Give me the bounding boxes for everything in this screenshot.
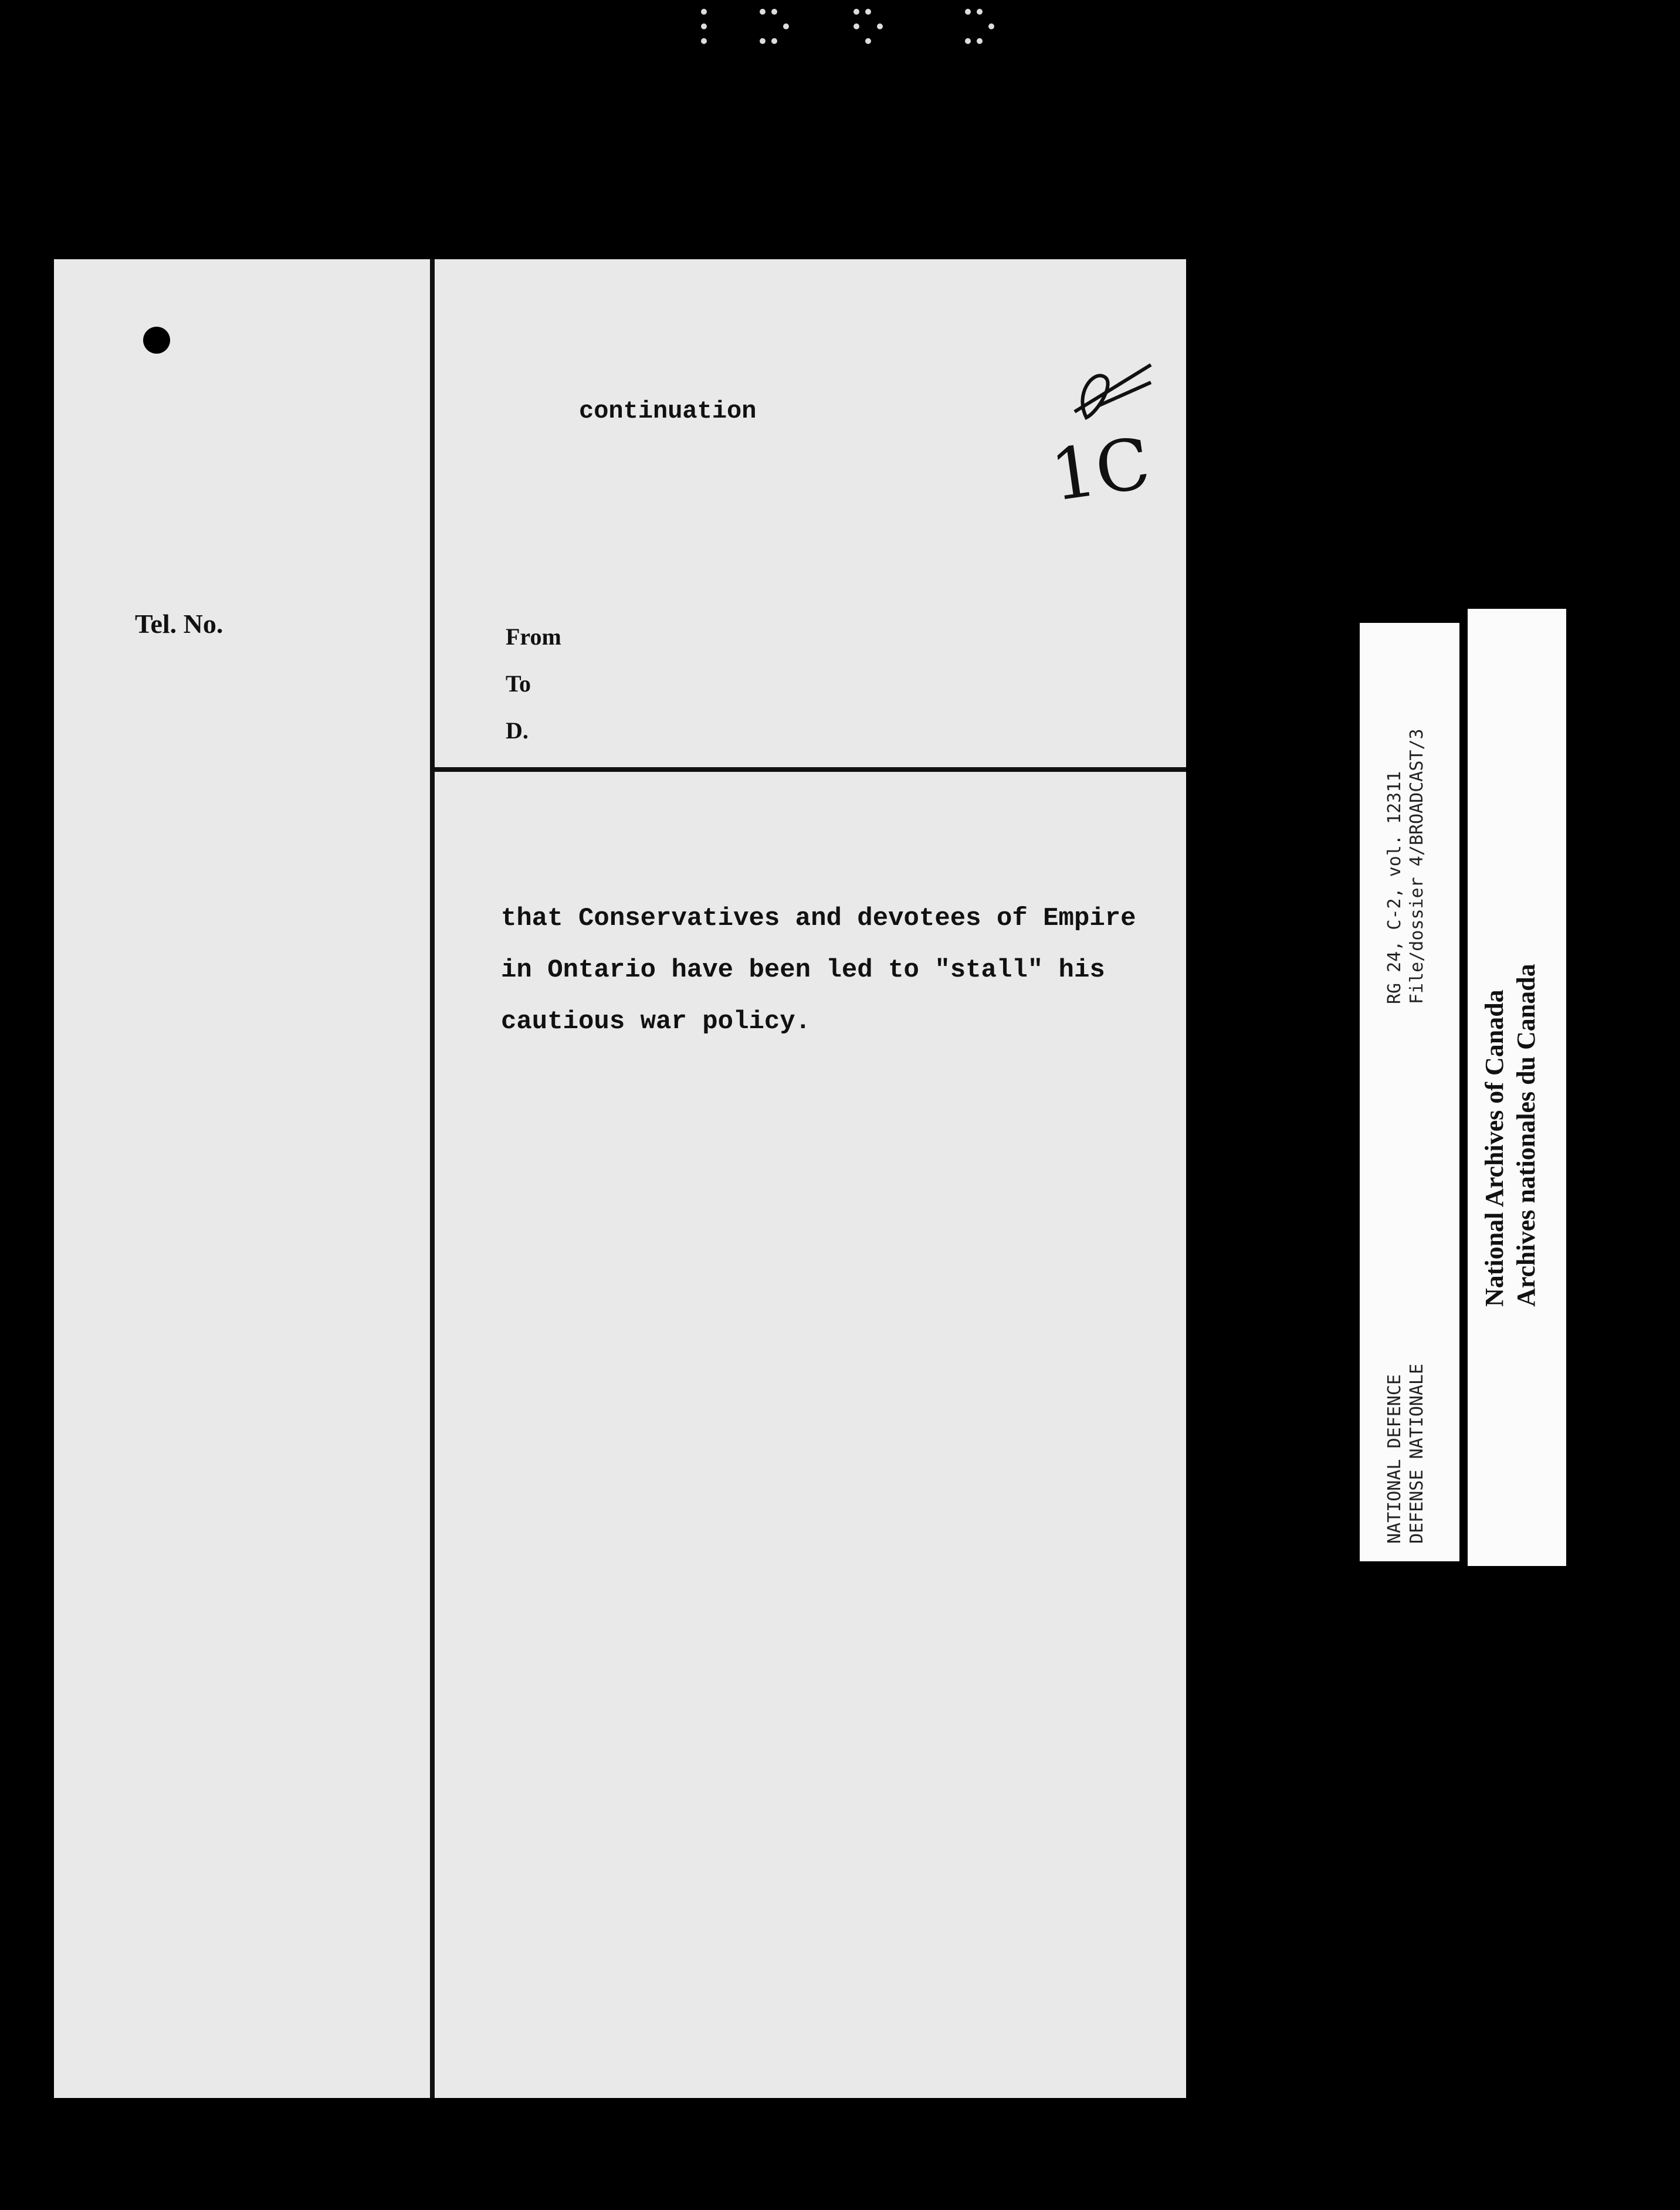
handwritten-strike-mark bbox=[1063, 341, 1157, 435]
handwritten-page-mark: 1C bbox=[1046, 422, 1156, 518]
archive-reference-label bbox=[1360, 623, 1459, 1561]
label-defence-line2: DEFENSE NATIONALE bbox=[1407, 1363, 1427, 1544]
header-divider bbox=[435, 767, 1186, 772]
body-line: in Ontario have been led to "stall" his bbox=[501, 955, 1105, 985]
label-ref-line2: File/dossier 4/BROADCAST/3 bbox=[1407, 728, 1427, 1004]
tel-no-label: Tel. No. bbox=[135, 609, 223, 639]
body-line: that Conservatives and devotees of Empire bbox=[501, 904, 1136, 933]
column-divider bbox=[430, 259, 435, 2098]
frame-number-dots bbox=[692, 0, 1056, 53]
label-institution-fr: Archives nationales du Canada bbox=[1512, 964, 1540, 1307]
label-institution-en: National Archives of Canada bbox=[1480, 989, 1509, 1307]
to-label: To bbox=[506, 670, 531, 697]
punch-hole bbox=[143, 327, 170, 354]
continuation-heading: continuation bbox=[579, 397, 757, 425]
body-line: cautious war policy. bbox=[501, 1007, 811, 1036]
label-defence-line1: NATIONAL DEFENCE bbox=[1384, 1374, 1405, 1544]
document-page bbox=[54, 259, 1186, 2098]
archive-institution-label bbox=[1468, 609, 1566, 1566]
d-label: D. bbox=[506, 717, 529, 744]
message-body bbox=[501, 893, 1136, 1048]
from-label: From bbox=[506, 623, 561, 650]
label-ref-line1: RG 24, C-2, vol. 12311 bbox=[1384, 771, 1405, 1004]
